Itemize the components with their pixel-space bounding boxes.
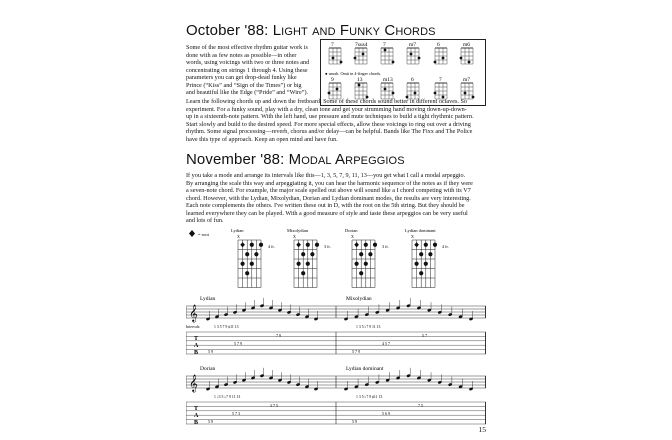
tab-letter: B	[194, 350, 199, 356]
finger-dot	[241, 262, 245, 266]
finger-dot	[442, 57, 445, 60]
finger-dot	[336, 88, 339, 91]
system-title: Lydian	[200, 296, 216, 302]
finger-dot	[328, 92, 331, 95]
finger-dot	[250, 243, 254, 247]
text-line: Each note complements the others. I've written these out in D, with the root on the 5th string. But they should be	[186, 202, 465, 210]
title-prefix: November '88:	[186, 151, 289, 168]
diagram-title: Lydian	[231, 228, 244, 233]
text-line: chord. However, with the Lydian, Mixolydian, Dorian and Lydian dominant modes, the results are very interesting.	[186, 194, 471, 202]
fret-label: 4 fr.	[442, 244, 449, 249]
title-prefix: October '88:	[186, 22, 273, 39]
treble-clef-icon: 𝄞	[189, 376, 198, 392]
fret-label: 4 fr.	[268, 244, 275, 249]
finger-dot	[468, 61, 471, 64]
finger-dot	[434, 61, 437, 64]
finger-dot	[354, 57, 357, 60]
finger-dot	[355, 262, 359, 266]
finger-dot	[460, 57, 463, 60]
text-line: By arranging the scale this way and arpeggiating it, you can hear the harmonic sequence of the notes as if they were	[186, 179, 473, 187]
chord-note: ● unorh. Omit in 4-finger chords.	[325, 71, 382, 76]
root-diamond-icon	[189, 230, 195, 237]
intervals-label: Intervals:	[186, 325, 201, 329]
tab-letter: B	[194, 420, 199, 426]
finger-dot	[306, 243, 310, 247]
chord-label: 7	[439, 77, 442, 83]
text-line: have this type of approach. Keep an open mind and have fun.	[186, 135, 338, 143]
finger-dot	[332, 57, 335, 60]
chord-label: m7	[409, 42, 417, 48]
finger-dot	[433, 243, 437, 247]
tab-numbers: 5 7 9	[234, 341, 242, 346]
finger-dot	[419, 271, 423, 275]
chord-label: m6	[463, 42, 471, 48]
finger-dot	[464, 92, 467, 95]
finger-dot	[415, 262, 419, 266]
section-title-october	[186, 22, 436, 39]
finger-dot	[392, 92, 395, 95]
muted-string-mark: X	[351, 234, 354, 239]
text-line: Prince (“Kiss” and “Sign of the Times”) or big	[186, 81, 302, 89]
text-line: rhythm. Some signal processing—reverb, chorus and/or delay—can be helpful. Bands like The Fixx and The Police	[186, 128, 473, 136]
page-number: 15	[478, 425, 486, 434]
chord-label: m7	[463, 77, 471, 83]
finger-dot	[358, 84, 361, 87]
chord-label: m13	[383, 77, 393, 83]
finger-dot	[384, 49, 387, 52]
chord-chart	[321, 40, 485, 105]
root-diamond-icon	[354, 242, 359, 247]
tab-numbers: 3 7 5	[270, 403, 278, 408]
text-line: words, using voicings with two or three notes and	[186, 59, 310, 67]
text-line: Some of the most effective rhythm guitar work is	[186, 44, 308, 51]
chord-label: 7	[331, 42, 334, 48]
chord-label: 7	[383, 42, 386, 48]
finger-dot	[259, 243, 263, 247]
tab-letter: T	[194, 336, 199, 342]
diagram-title: Dorian	[345, 228, 358, 233]
tab-numbers: 5 7	[422, 333, 427, 338]
chord-label: 13	[357, 77, 363, 83]
finger-dot	[362, 53, 365, 56]
finger-dot	[359, 271, 363, 275]
text-line: a seven-note chord. For example, the major scale spelled out above will sound like a I chord competing with its V7	[186, 187, 471, 195]
finger-dot	[310, 252, 314, 256]
section-title-november	[186, 151, 405, 168]
treble-clef-icon: 𝄞	[189, 306, 198, 322]
fret-label: 3 fr.	[324, 244, 331, 249]
text-line: parameters you can get drop-dead funky like	[186, 74, 297, 82]
text-line: concentrating on strings 1 through 4. Using these	[186, 66, 308, 74]
tab-numbers: 7 5	[418, 403, 423, 408]
system-title: Dorian	[200, 366, 216, 372]
tab-letter: A	[194, 343, 199, 349]
finger-dot	[419, 252, 423, 256]
text-line: up in a sixteenth-note pattern. With the left hand, use pressure and mute techniques to build a tight rhythmic pattern.	[186, 113, 474, 121]
arpeggio-diagrams	[186, 226, 486, 294]
diagram-title: Lydian dominant	[405, 228, 436, 233]
tab-numbers: 5 9	[208, 419, 213, 424]
root-diamond-icon	[240, 242, 245, 247]
finger-dot	[392, 61, 395, 64]
text-line: learned everywhere they can be played. With a good measure of style and taste these arpeggios can be very useful	[186, 209, 468, 217]
chord-label: 6	[437, 42, 440, 48]
tab-numbers: 5 9	[352, 419, 357, 424]
text-line: and lots of fun.	[186, 217, 224, 225]
interval-row: 1 3 5 ♭7 9 ♯11 13	[356, 395, 383, 399]
chord-label: 9	[331, 77, 334, 83]
finger-dot	[297, 262, 301, 266]
finger-dot	[428, 252, 432, 256]
chord-label: 7sus4	[355, 42, 368, 48]
interval-row: 1 3 5 7 9 ♯11 13	[214, 325, 239, 329]
muted-string-mark: X	[411, 234, 414, 239]
notation-system-1	[186, 294, 486, 364]
system-title: Mixolydian	[346, 296, 372, 302]
notation-system-2	[186, 364, 486, 430]
text-line: experiment. For a funky sound, play with a dry, clean tone and get your strumming hand moving down-up-down-	[186, 105, 467, 113]
finger-dot	[315, 243, 319, 247]
body-paragraph-november	[186, 172, 486, 225]
legend-text: = root	[198, 232, 209, 237]
finger-dot	[301, 252, 305, 256]
interval-row: 1 ♭3 5 ♭7 9 11 13	[214, 395, 241, 399]
finger-dot	[418, 57, 421, 60]
title-rest: Light and Funky Chords	[272, 22, 436, 39]
body-paragraph-october	[186, 98, 486, 143]
text-line: Learn the following chords up and down the fretboard. Some of these chords sound better in different octaves. So	[186, 98, 467, 105]
finger-dot	[359, 252, 363, 256]
muted-string-mark: X	[237, 234, 240, 239]
finger-dot	[254, 252, 258, 256]
tab-numbers: 5 7 9	[352, 349, 360, 354]
finger-dot	[301, 271, 305, 275]
tab-numbers: 5 9	[208, 349, 213, 354]
diagram-title: Mixolydian	[287, 228, 308, 233]
tab-numbers: 4 5 7	[382, 341, 390, 346]
finger-dot	[245, 271, 249, 275]
tab-numbers: 7 9	[276, 333, 281, 338]
root-diamond-icon	[414, 242, 419, 247]
text-line: If you take a mode and arrange its intervals like this—1, 3, 5, 7, 9, 11, 13—you get what I call a modal arpeggio.	[186, 172, 466, 179]
system-title: Lydian dominant	[346, 366, 384, 372]
text-line: and beautiful like the Edge (“Pride” and “Wire”).	[186, 89, 309, 97]
interval-row: 1 3 5 ♭7 9 11 13	[356, 325, 381, 329]
root-diamond-icon	[296, 242, 301, 247]
muted-string-mark: X	[293, 234, 296, 239]
finger-dot	[364, 243, 368, 247]
text-line: Start slowly and build to the desired speed. For more special effects, allow these voicings to ring out over a driving	[186, 120, 471, 128]
finger-dot	[306, 262, 310, 266]
finger-dot	[410, 53, 413, 56]
finger-dot	[424, 243, 428, 247]
text-line: done with as few notes as possible—in other	[186, 51, 297, 59]
finger-dot	[414, 92, 417, 95]
finger-dot	[368, 252, 372, 256]
finger-dot	[384, 88, 387, 91]
tab-letter: T	[194, 406, 199, 412]
intro-paragraph	[186, 44, 316, 97]
finger-dot	[340, 61, 343, 64]
fret-label: 3 fr.	[382, 244, 389, 249]
tab-numbers: 5 7 3	[232, 411, 240, 416]
finger-dot	[373, 243, 377, 247]
chord-label: 6	[411, 77, 414, 83]
tab-numbers: 5 6 9	[382, 411, 390, 416]
finger-dot	[434, 92, 437, 95]
finger-dot	[364, 262, 368, 266]
tab-letter: A	[194, 413, 199, 419]
title-rest: Modal Arpeggios	[288, 151, 405, 168]
finger-dot	[245, 252, 249, 256]
finger-dot	[250, 262, 254, 266]
chord-chart-box	[320, 39, 486, 106]
finger-dot	[424, 262, 428, 266]
